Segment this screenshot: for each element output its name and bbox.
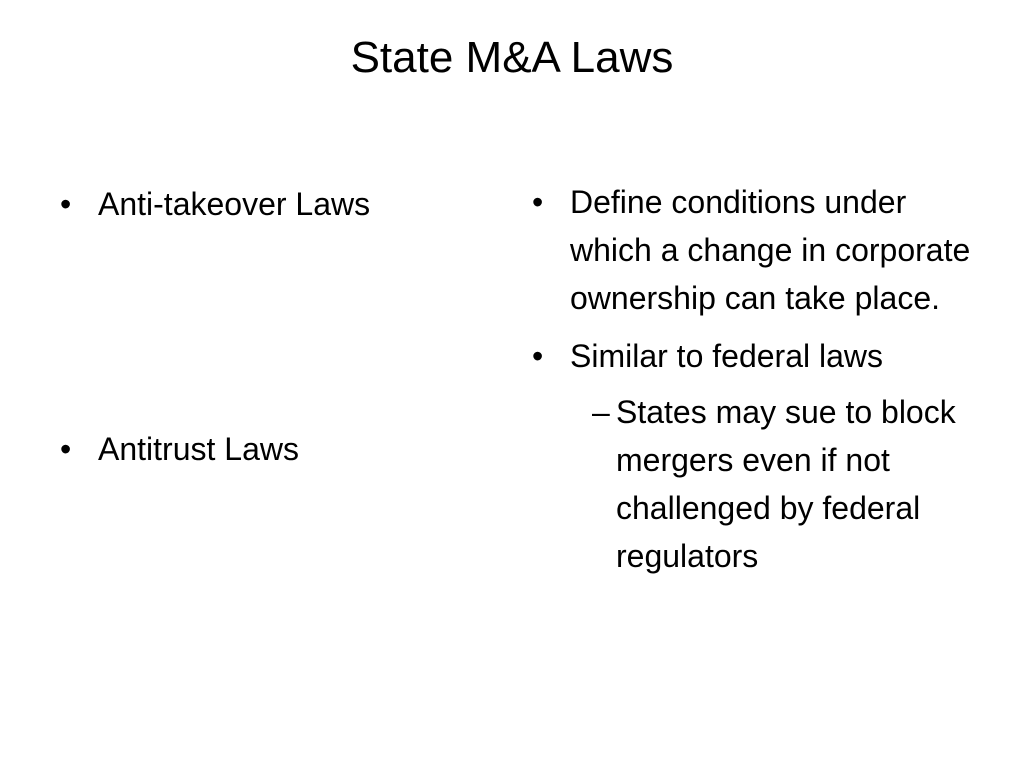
bullet-dot-icon: • bbox=[60, 186, 72, 222]
slide-title: State M&A Laws bbox=[350, 33, 674, 82]
sub-bullet-text: States may sue to block mergers even if not challenged by federal regulators bbox=[616, 394, 956, 574]
bullet-text: Anti-takeover Laws bbox=[98, 186, 371, 222]
bullet-dot-icon: • bbox=[532, 184, 544, 220]
sub-bullet-list bbox=[532, 388, 982, 580]
sub-bullet-states-may-sue bbox=[532, 388, 982, 580]
bullet-text: Define conditions under which a change in corporate ownership can take place. bbox=[570, 184, 971, 316]
bullet-similar-to-federal bbox=[532, 332, 982, 580]
bullet-dot-icon: • bbox=[532, 338, 544, 374]
bullet-define-conditions bbox=[532, 178, 982, 322]
bullet-text: Similar to federal laws bbox=[570, 338, 883, 374]
right-bullet-list bbox=[532, 178, 982, 580]
left-bullet-list bbox=[60, 180, 460, 467]
bullet-anti-takeover-laws bbox=[60, 180, 460, 228]
dash-icon: – bbox=[592, 394, 610, 430]
bullet-antitrust-laws bbox=[60, 425, 498, 473]
bullet-text: Antitrust Laws bbox=[98, 431, 299, 467]
bullet-dot-icon: • bbox=[60, 431, 72, 467]
